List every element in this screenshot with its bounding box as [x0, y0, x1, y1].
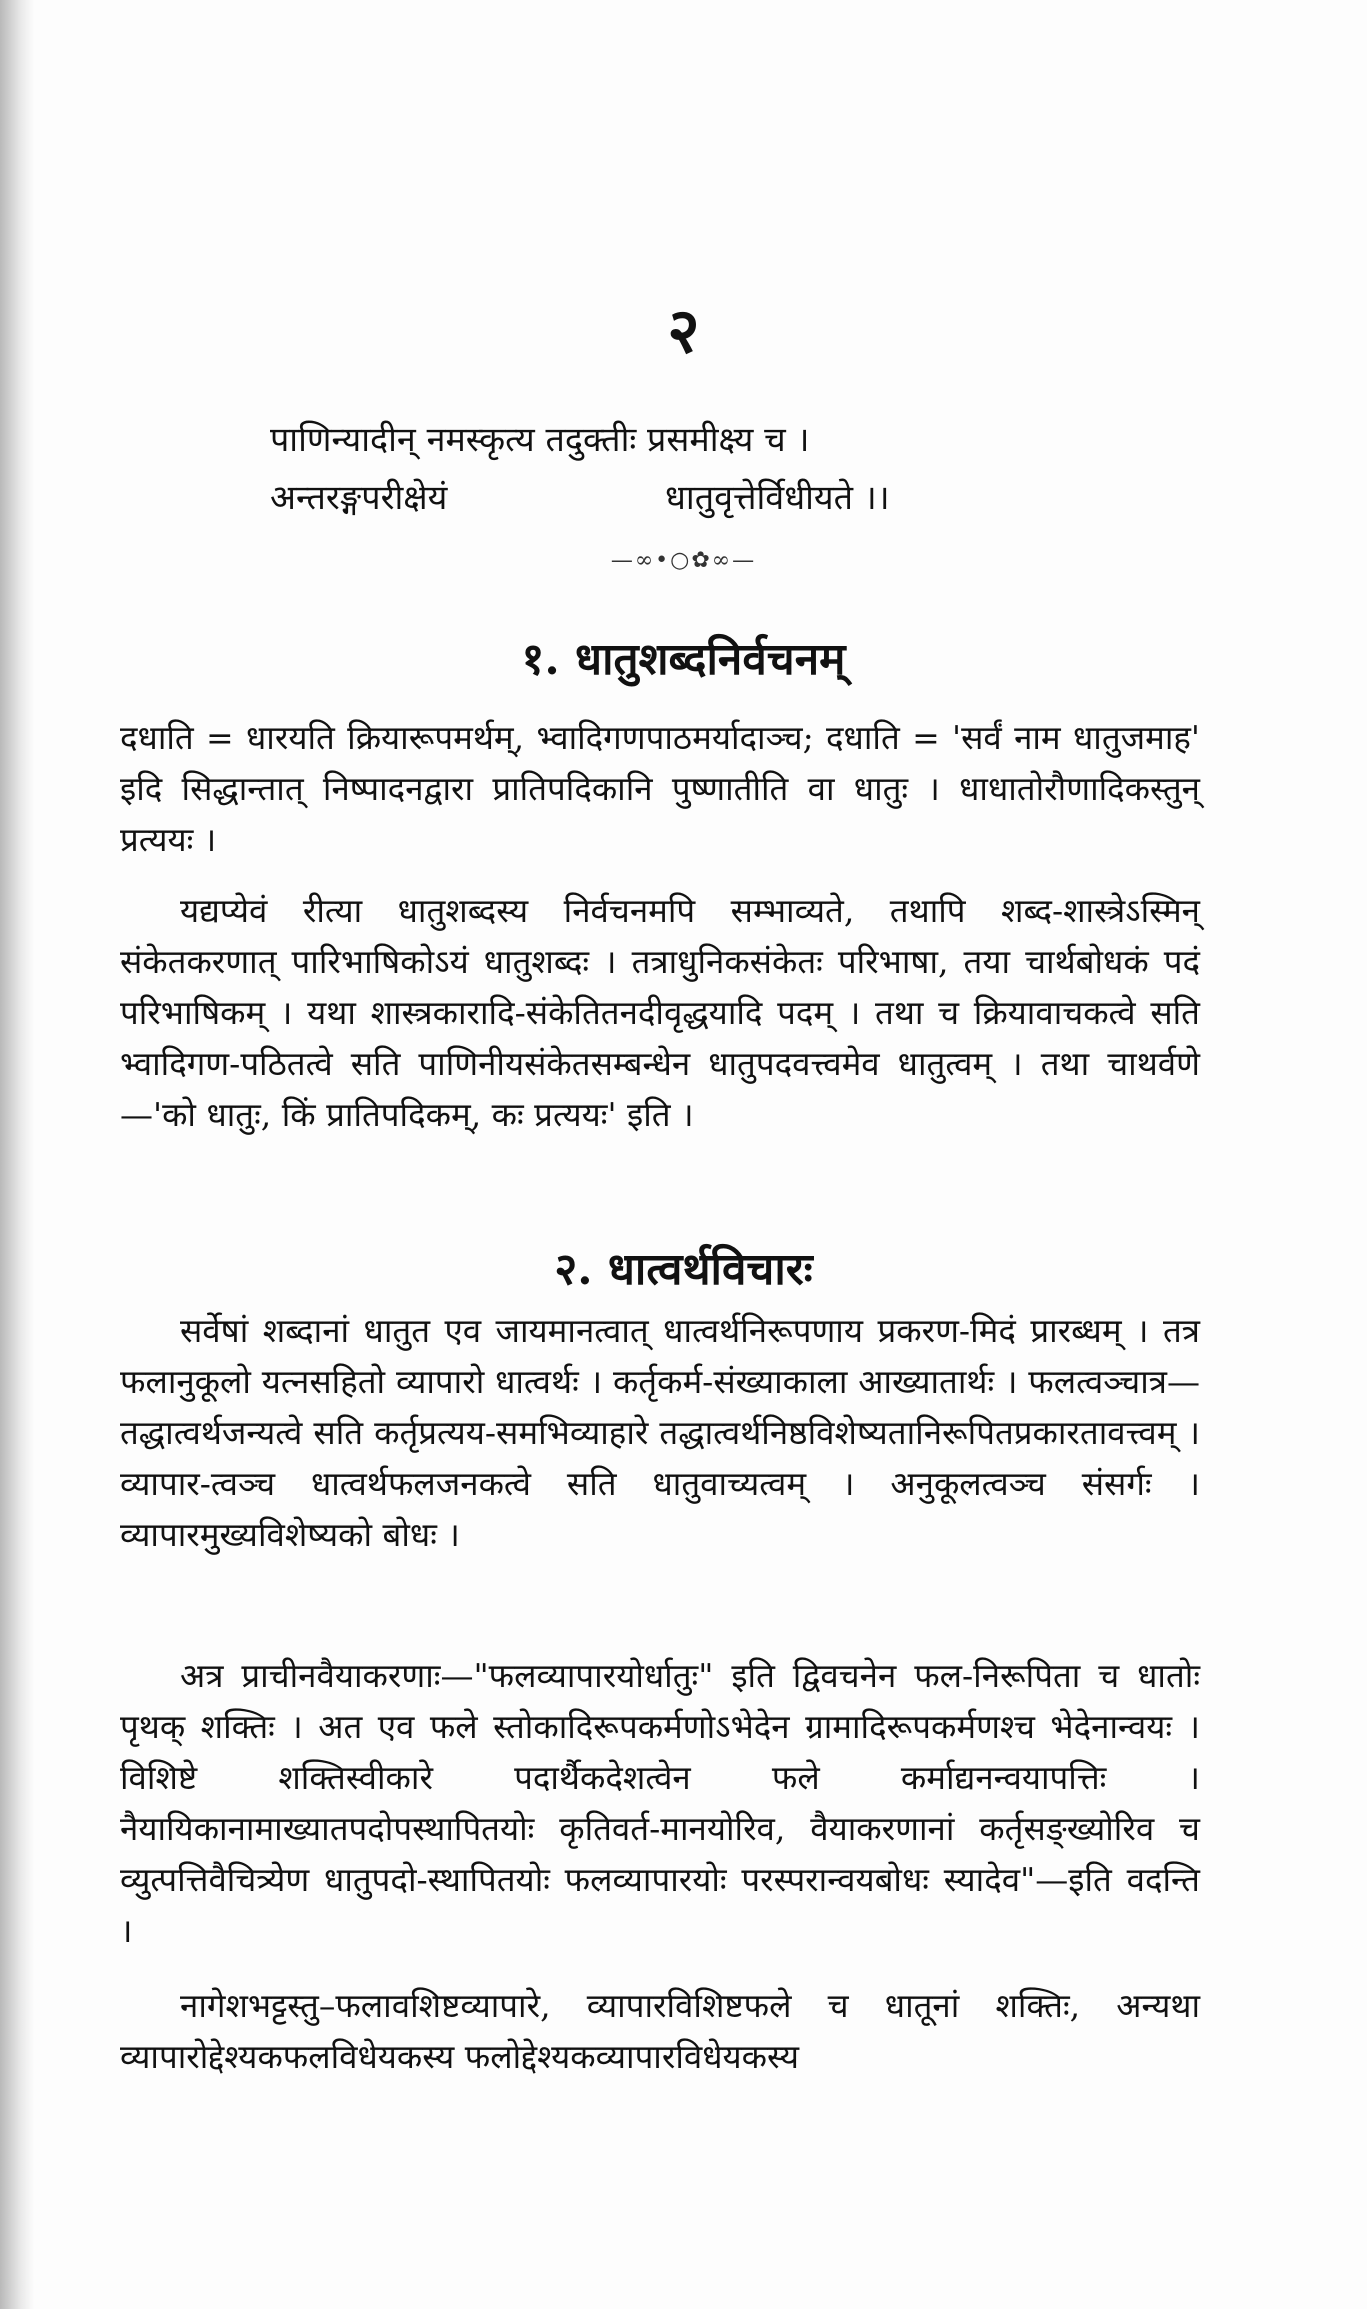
section-2-paragraph-2: अत्र प्राचीनवैयाकरणाः—"फलव्यापारयोर्धातुः" इति द्विवचनेन फल-निरूपिता च धातोः पृथक् शक्तिः । अत एव फले स्तोकादिरूपकर्मणोऽभेदेन ग्रामादिरूपकर्मणश्च भेदेनान्वयः । विशिष्टे शक्तिस्वीकारे पदार्थैकदेशत्वेन फले कर्माद्यनन्वयापत्तिः । नैयायिकानामाख्यातपदोपस्थापितयोः कृतिवर्त-मानयोरिव, वैयाकरणानां कर्तृसङ्ख्योरिव च व्युत्पत्तिवैचित्र्येण धातुपदो-स्थापितयोः फलव्यापारयोः परस्परान्वयबोधः स्यादेव"—इति वदन्ति ।	[120, 1656, 1200, 1950]
section-2-paragraph-3: नागेशभट्टस्तु–फलावशिष्टव्यापारे, व्यापारविशिष्टफले च धातूनां शक्तिः, अन्यथा व्यापारोद्देश्यकफलविधेयकस्य फलोद्देश्यकव्यापारविधेयकस्य	[120, 1986, 1200, 2076]
page-number: २	[667, 294, 700, 367]
verse-line-2-left: अन्तरङ्गपरीक्षेयं	[270, 478, 448, 518]
ornament-divider: —∞•○✿∞—	[610, 548, 757, 573]
verse-line-2	[270, 470, 960, 526]
section-2-paragraph-1: सर्वेषां शब्दानां धातुत एव जायमानत्वात् धात्वर्थनिरूपणाय प्रकरण-मिदं प्रारब्धम् । तत्र फलानुकूलो यत्नसहितो व्यापारो धात्वर्थः । कर्तृकर्म-संख्याकाला आख्यातार्थः । फलत्वञ्चात्र—तद्धात्वर्थजन्यत्वे सति कर्तृप्रत्यय-समभिव्याहारे तद्धात्वर्थनिष्ठविशेष्यतानिरूपितप्रकारतावत्त्वम् । व्यापार-त्वञ्च धात्वर्थफलजनकत्वे सति धातुवाच्यत्वम् । अनुकूलत्वञ्च संसर्गः । व्यापारमुख्यविशेष्यको बोधः ।	[120, 1311, 1200, 1554]
section-1-paragraph-2: यद्यप्येवं रीत्या धातुशब्दस्य निर्वचनमपि सम्भाव्यते, तथापि शब्द-शास्त्रेऽस्मिन् संकेतकरणात् पारिभाषिकोऽयं धातुशब्दः । तत्राधुनिकसंकेतः परिभाषा, तया चार्थबोधकं पदं परिभाषिकम् । यथा शास्त्रकारादि-संकेतितनदीवृद्धयादि पदम् । तथा च क्रियावाचकत्वे सति भ्वादिगण-पठितत्वे सति पाणिनीयसंकेतसम्बन्धेन धातुपदवत्त्वमेव धातुत्वम् । तथा चाथर्वणे—'को धातुः, किं प्रातिपदिकम्, कः प्रत्ययः' इति ।	[120, 891, 1200, 1134]
verse-line-1: पाणिन्यादीन् नमस्कृत्य तदुक्तीः प्रसमीक्ष्य च ।	[270, 420, 810, 460]
section-heading-2: २. धात्वर्थविचारः	[554, 1244, 813, 1295]
verse-line-2-right: धातुवृत्तेर्विधीयते ।।	[665, 478, 890, 518]
section-1-paragraph-1: दधाति = धारयति क्रियारूपमर्थम्, भ्वादिगणपाठमर्यादाञ्च; दधाति = 'सर्वं नाम धातुजमाह' इदि सिद्धान्तात् निष्पादनद्वारा प्रातिपदिकानि पुष्णातीति वा धातुः । धाधातोरौणादिकस्तुन् प्रत्ययः ।	[120, 718, 1200, 859]
section-heading-1: १. धातुशब्दनिर्वचनम्	[521, 634, 846, 685]
